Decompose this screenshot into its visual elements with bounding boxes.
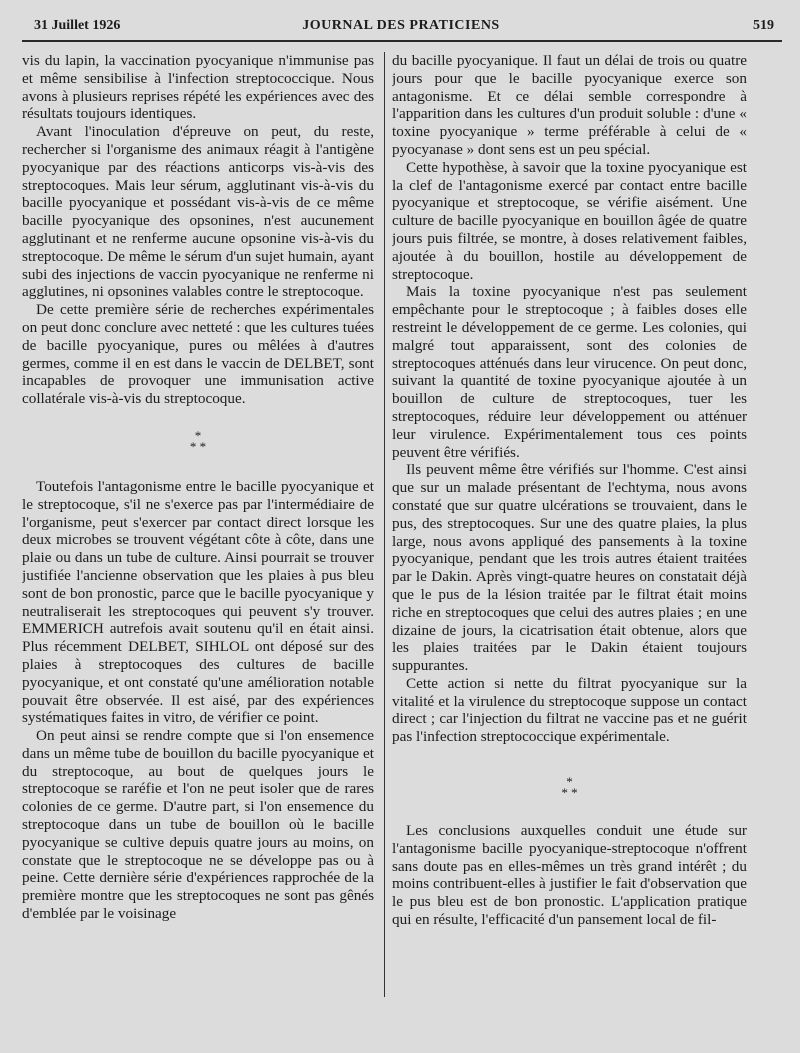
paragraph: Toutefois l'antagonisme entre le bacille pyocyanique et le streptocoque, s'il ne s'exerce pas par l'intermédiaire de l'organisme, peut s'exercer par contact direct lorsque les deux microbes se trouvent végétant côte à côte, dans une plaie ou dans un tube de culture. Ainsi pourrait se trouver justifiée l'ancienne observation que les plaies à pus bleu sont de bon pronostic, parce que le bacille pyocyanique y neutraliserait les streptocoques qui peuvent s'y trouver. EMMERICH autrefois avait soutenu qu'il en était ainsi. Plus récemment DELBET, SIHLOL ont déposé sur des plaies à streptocoques des cultures de bacille pyocyanique, et ont constaté qu'une amélioration notable pouvait être observée. Il est aisé, par des expériences systématiques faites in vitro, de vérifier ce point. <box>22 477 374 727</box>
paragraph: De cette première série de recherches expérimentales on peut donc conclure avec netteté : que les cultures tuées de bacille pyocyanique, pures ou mêlées à d'autres germes, comme il en est dans le vaccin de DELBET, sont incapables de provoquer une immunisation active collatérale vis-à-vis du streptocoque. <box>22 301 374 408</box>
paragraph: du bacille pyocyanique. Il faut un délai de trois ou quatre jours pour que le bacille pyocyanique exerce son antagonisme. Et ce délai semble correspondre à l'apparition dans les cultures d'un produit soluble : d'une « toxine pyocyanique » terme préférable à celui de « pyocyanase » dont sens est un peu spécial. <box>392 52 747 158</box>
paragraph: Ils peuvent même être vérifiés sur l'homme. C'est ainsi que sur un malade présentant de l'echtyma, nous avons constaté que sur quatre ulcérations se trouvaient, dans le pus, des streptocoques. Sur une des quatre plaies, la plus large, nous avons appliqué des pansements à la toxine pyocyanique, pendant que les trois autres étaient traitées par le Dakin. Après vingt-quatre heures on constatait déjà que le pus de la lésion traitée par le filtrat était moins riche en streptocoques que celui des autres plaies ; en une dizaine de jours, la cicatrisation était obtenue, alors que les plaies traitées par le Dakin étaient toujours suppurantes. <box>392 461 747 675</box>
page-number: 519 <box>753 18 774 33</box>
header-rule <box>22 40 782 42</box>
page-header <box>22 16 780 38</box>
paragraph: On peut ainsi se rendre compte que si l'on ensemence dans un même tube de bouillon du bacille pyocyanique et du streptocoque, au bout de quelques jours le streptocoque se raréfie et l'on ne peut isoler que de rares colonies de ce germe. D'autre part, si l'on ensemence du streptocoque dans un tube de bouillon où le bacille pyocyanique se cultive depuis quatre jours au moins, on constate que le streptocoque ne se développe pas ou à peine. Cette dernière série d'expériences rapprochée de la première montre que les streptocoques ne sont pas gênés d'emblée par le voisinage <box>22 727 374 923</box>
section-asterism: * * * <box>189 427 207 454</box>
left-column <box>22 52 374 1050</box>
column-divider <box>384 52 385 997</box>
paragraph: Les conclusions auxquelles conduit une étude sur l'antagonisme bacille pyocyanique-streptocoque n'offrent sans doute pas en elles-mêmes un très grand intérêt ; du moins contribuent-elles à justifier le fait d'observation que le pus bleu est de bon pronostic. L'application pratique qui en résulte, l'efficacité d'un pansement local de fil- <box>392 822 747 929</box>
right-column <box>392 52 747 1050</box>
paragraph: Cette action si nette du filtrat pyocyanique sur la vitalité et la virulence du streptocoque suppose un contact direct ; car l'injection du filtrat ne vaccine pas et ne guérit pas l'infection streptococcique expérimentale. <box>392 674 747 746</box>
section-asterism: * * * <box>561 774 578 801</box>
paragraph: Cette hypothèse, à savoir que la toxine pyocyanique est la clef de l'antagonisme exercé par contact entre bacille pyocyanique et streptocoque, se vérifie aisément. Une culture de bacille pyocyanique en bouillon âgée de quatre jours puis filtrée, se montre, à doses relativement faibles, ajoutée à du bouillon, hostile au développement de streptocoque. <box>392 158 747 283</box>
paragraph: Mais la toxine pyocyanique n'est pas seulement empêchante pour le streptocoque ; à faibles doses elle restreint le développement de ce germe. Les colonies, qui malgré tout apparaissent, sont des colonies de streptocoques atténués dans leur virucence. On peut donc, suivant la quantité de toxine pyocyanique ajoutée à un bouillon de culture de streptocoques, tuer les streptocoques, réduire leur développement ou atténuer leur virulence. Expérimentalement tous ces points peuvent être vérifiés. <box>392 283 747 461</box>
issue-date: 31 Juillet 1926 <box>34 18 121 33</box>
paragraph: Avant l'inoculation d'épreuve on peut, du reste, rechercher si l'organisme des animaux réagit à l'antigène pyocyanique par des réactions anticorps vis-à-vis des streptocoques. Mais leur sérum, agglutinant vis-à-vis du bacille pyocyanique et possédant vis-à-vis de ce même bacille pyocyanique des opsonines, n'est aucunement agglutinant et ne renferme aucune opsonine vis-à-vis du streptocoque. De même le sérum d'un sujet humain, ayant subi des injections de vaccin pyocyanique ne renferme ni agglutines, ni opsonines valables contre le streptocoque. <box>22 123 374 301</box>
paragraph: vis du lapin, la vaccination pyocyanique n'immunise pas et même sensibilise à l'infection streptococcique. Nous avons à plusieurs reprises répété les expériences avec des résultats toujours identiques. <box>22 52 374 123</box>
journal-title: JOURNAL DES PRATICIENS <box>302 18 500 33</box>
